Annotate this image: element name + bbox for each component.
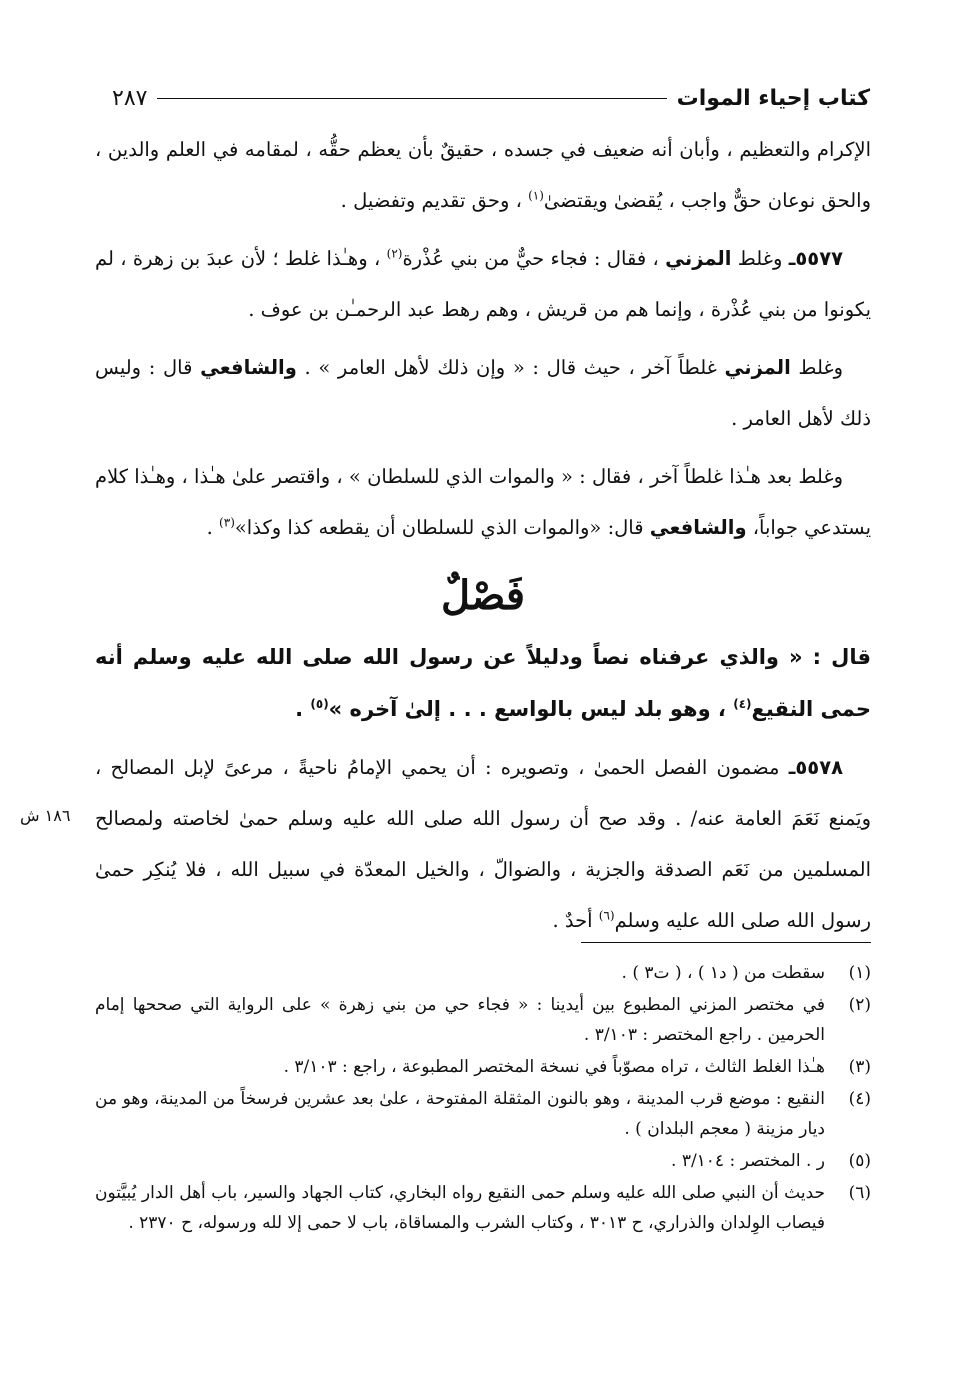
footnote-ref-3: (٣) — [219, 515, 235, 530]
header-rule — [157, 98, 666, 99]
paragraph-text: أحدٌ . — [552, 909, 599, 932]
paragraph-text: . — [206, 516, 220, 539]
bold-name: والشافعي — [200, 356, 297, 379]
footnote — [95, 1146, 871, 1176]
paragraph-5578 — [95, 742, 871, 946]
paragraph-text: ، وهـٰذا غلط ؛ لأن عبدَ بن زهرة ، لم يكونوا من بني عُذْرة ، وإنما هم من قريش ، وهم رهط عبد الرحمـٰن بن عوف . — [95, 247, 871, 321]
paragraph-text: قال: «والموات الذي للسلطان أن يقطعه كذا وكذا» — [234, 516, 650, 539]
main-text — [95, 124, 871, 953]
bold-name: والشافعي — [649, 516, 747, 539]
footnote-text: النقيع : موضع قرب المدينة ، وهو بالنون المثقلة المفتوحة ، علىٰ بعد عشرين فرسخاً من المدينة، وهو من ديار مزينة ( معجم البلدان ) . — [95, 1089, 825, 1139]
footnote-ref-4: (٤) — [733, 697, 752, 711]
footnote-number: (٦) — [848, 1183, 871, 1203]
paragraph-text: ، فقال : فجاء حيٌّ من بني عُذْرة — [402, 247, 666, 270]
footnote-ref-1: (١) — [528, 188, 544, 203]
footnote-ref-6: (٦) — [598, 908, 615, 923]
page-number: ٢٨٧ — [112, 85, 148, 110]
paragraph-text: وغلط — [731, 247, 789, 270]
paragraph-text: مضمون الفصل الحمىٰ ، وتصويره : أن يحمي الإمامُ ناحيةً ، مرعىً لإبل المصالح ، ويَمنع نَعَمَ العامة عنه/ . وقد صح أن رسول الله صلى الله عليه وسلم حمىٰ لخاصته ولمصالح المسلمين من نَعَم الصدقة والجزية ، والضوالّ ، والخيل المعدّة في سبيل الله ، فلا يُنكِر حمىٰ رسول الله صلى الله عليه وسلم — [95, 756, 871, 932]
footnote — [95, 958, 871, 988]
footnote-number: (١) — [848, 963, 871, 983]
footnote — [95, 990, 871, 1050]
paragraph-number: ٥٥٧٧ـ — [788, 247, 844, 270]
footnote-text: في مختصر المزني المطبوع بين أيدينا : « فجاء حي من بني زهرة » على الرواية التي صححها إمام الحرمين . راجع المختصر : ٣/١٠٣ . — [95, 995, 825, 1045]
footnote — [95, 1052, 871, 1082]
bold-name: المزني — [665, 247, 732, 270]
quote-text: . — [295, 697, 311, 721]
paragraph-text: وغلط بعد هـٰذا غلطاً آخر ، فقال : « والموات الذي للسلطان » ، واقتصر علىٰ هـٰذا ، وهـٰذا كلام يستدعي جواباً، — [95, 465, 871, 539]
quote-text: قال : « والذي عرفناه نصاً ودليلاً عن رسول الله صلى الله عليه وسلم أنه حمى النقيع — [95, 645, 871, 721]
footnote-text: ر . المختصر : ٣/١٠٤ . — [671, 1151, 825, 1171]
paragraph-3 — [95, 342, 871, 444]
footnote-separator — [581, 942, 871, 943]
footnote-number: (٥) — [848, 1151, 871, 1171]
paragraph-number: ٥٥٧٨ـ — [788, 756, 843, 779]
paragraph-text: قال : وليس ذلك لأهل العامر . — [95, 356, 871, 430]
paragraph-text: الإكرام والتعظيم ، وأبان أنه ضعيف في جسده ، حقيقٌ بأن يعظم حقُّه ، لمقامه في العلم والدين ، والحق نوعان حقٌّ واجب ، يُقضىٰ ويقتضىٰ — [95, 138, 871, 212]
footnote-text: سقطت من ( د١ ) ، ( ت٣ ) . — [621, 963, 825, 983]
quote-text: ، وهو بلد ليس بالواسع . . . إلىٰ آخره » — [328, 697, 734, 721]
running-title: كتاب إحياء الموات — [676, 85, 870, 111]
paragraph-text: ، وحق تقديم وتفضيل . — [340, 189, 529, 212]
paragraph-1 — [95, 124, 871, 226]
footnote — [95, 1178, 871, 1238]
footnote-ref-2: (٢) — [386, 246, 403, 261]
footnote — [95, 1084, 871, 1144]
footnote-ref-5: (٥) — [310, 697, 329, 711]
footnote-text: حديث أن النبي صلى الله عليه وسلم حمى النقيع رواه البخاري، كتاب الجهاد والسير، باب أهل الدار يُبيَّتون فيصاب الوِلدان والذراري، ح ٣٠١٣ ، وكتاب الشرب والمساقاة، باب لا حمى إلا لله ورسوله، ح ٢٣٧٠ . — [95, 1183, 825, 1233]
margin-folio-note: ١٨٦ ش — [20, 806, 71, 825]
footnote-number: (٢) — [848, 995, 871, 1015]
paragraph-4 — [95, 451, 871, 553]
paragraph-text: وغلط — [790, 356, 844, 379]
quoted-text — [95, 631, 871, 735]
section-heading-fasl: فَصْلٌ — [440, 572, 526, 619]
footnotes — [95, 958, 871, 1240]
footnote-number: (٣) — [848, 1057, 871, 1077]
footnote-number: (٤) — [848, 1089, 871, 1109]
paragraph-text: غلطاً آخر ، حيث قال : « وإن ذلك لأهل العامر » . — [296, 356, 725, 379]
bold-name: المزني — [724, 356, 791, 379]
paragraph-5577 — [95, 233, 871, 335]
footnote-text: هـٰذا الغلط الثالث ، تراه مصوّباً في نسخة المختصر المطبوعة ، راجع : ٣/١٠٣ . — [283, 1057, 825, 1077]
page-header — [112, 80, 870, 116]
